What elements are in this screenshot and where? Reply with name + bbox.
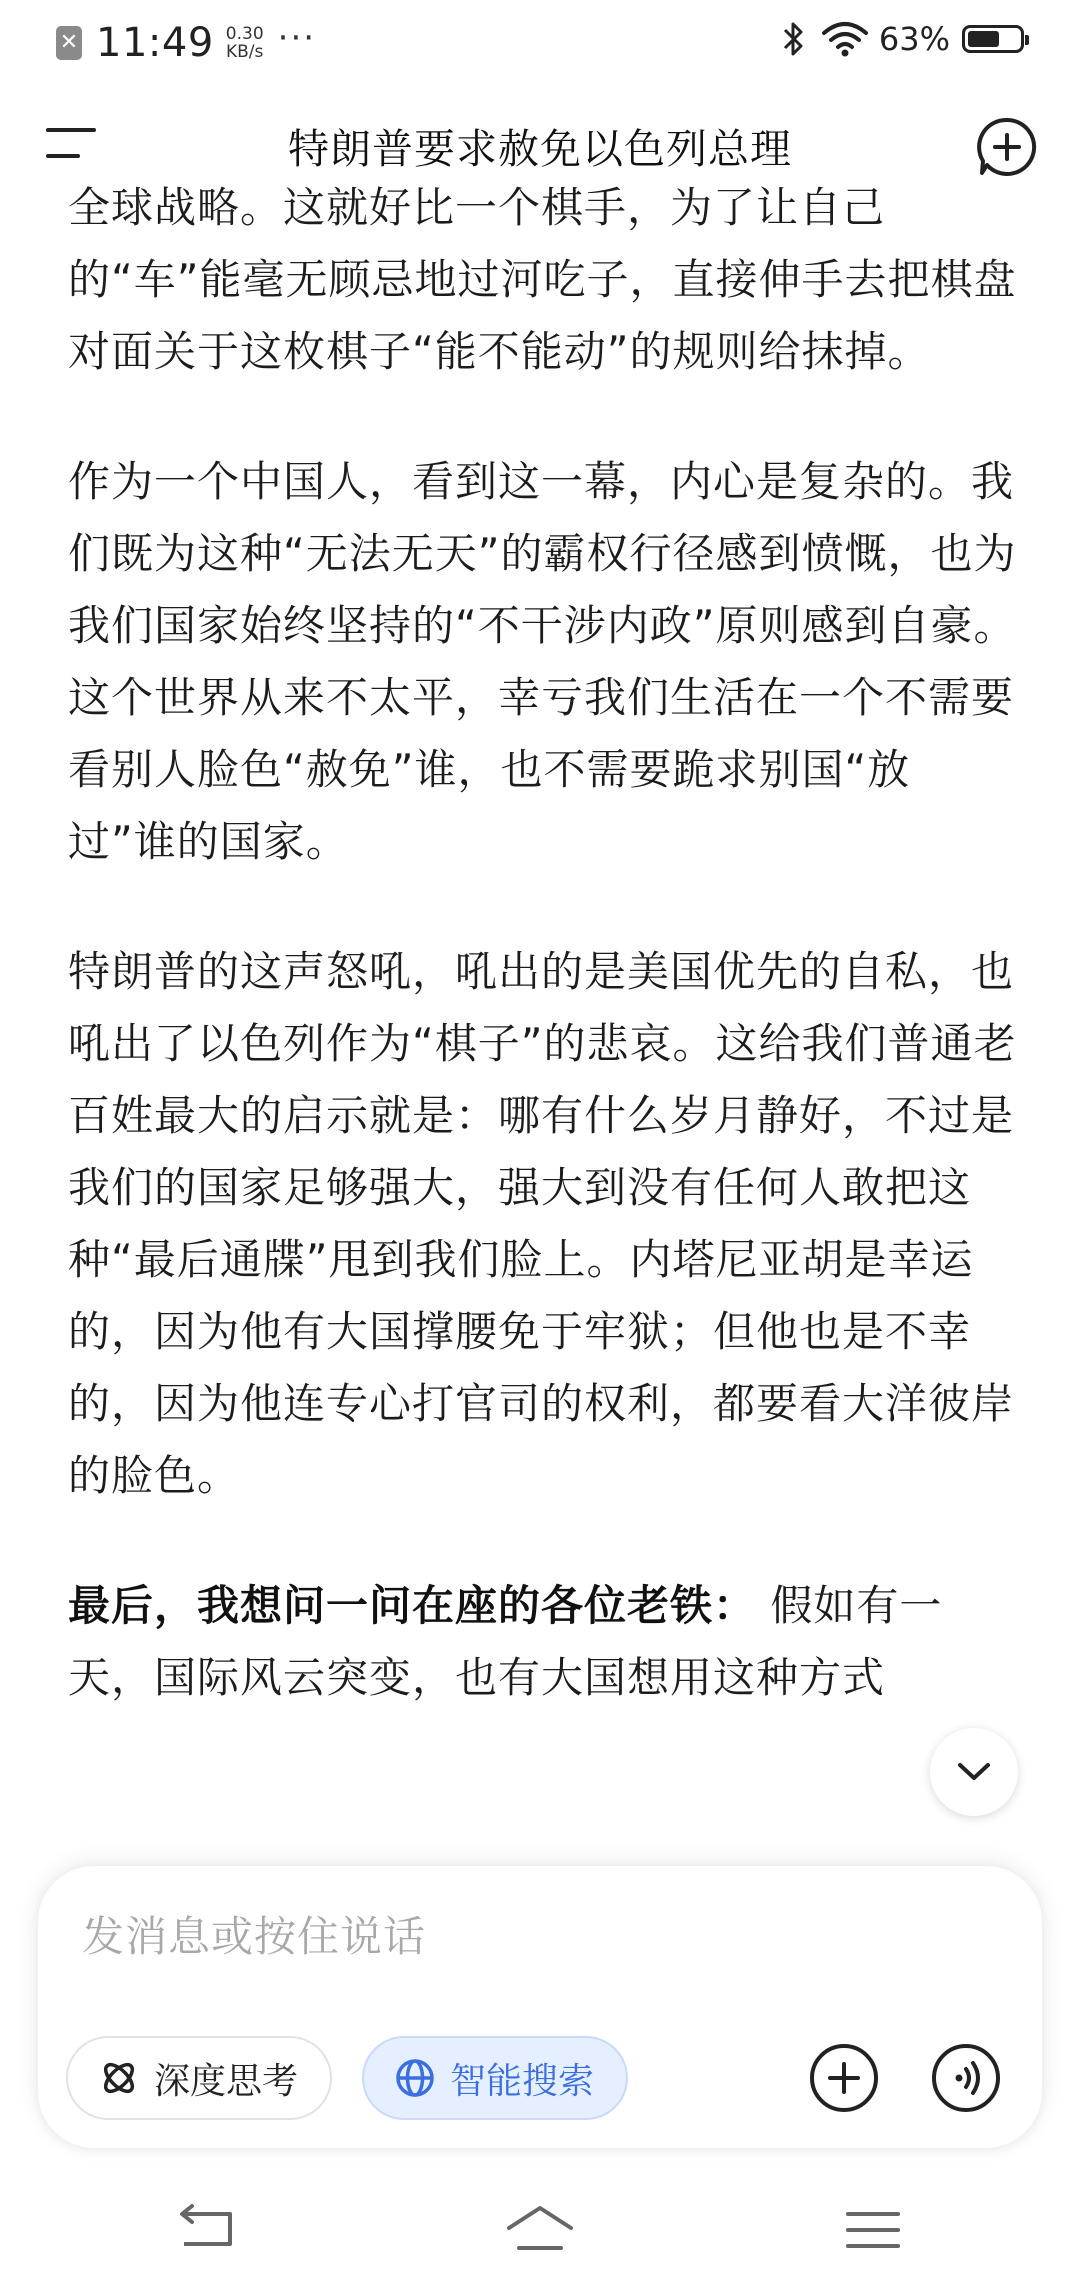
chevron-down-icon <box>954 1760 994 1784</box>
article-paragraph: 特朗普的这声怒吼，吼出的是美国优先的自私，也吼出了以色列作为“棋子”的悲哀。这给我们普通老百姓最大的启示就是：哪有什么岁月静好，不过是我们的国家足够强大，强大到没有任何人敢把这种“最后通牒”甩到我们脸上。内塔尼亚胡是幸运的，因为他有大国撑腰免于牢狱；但他也是不幸的，因为他连专心打官司的权利，都要看大洋彼岸的脸色。 <box>68 947 1017 1500</box>
notification-icon: ✕ <box>56 26 82 60</box>
bluetooth-icon <box>781 21 807 57</box>
article <box>68 186 1018 1772</box>
scroll-to-bottom-button[interactable] <box>930 1728 1018 1816</box>
network-speed-unit: KB/s <box>226 42 264 62</box>
globe-icon <box>394 2057 436 2099</box>
message-input[interactable]: 发消息或按住说话 <box>82 1912 427 1961</box>
battery-percent: 63% <box>878 20 950 58</box>
article-paragraph-last <box>68 1570 1018 1714</box>
status-right <box>781 20 1024 58</box>
article-text: 假如有一天，国际风云突变，也有大国想用这种方式 <box>68 1581 943 1702</box>
voice-call-button[interactable] <box>930 2042 1002 2114</box>
attach-button[interactable] <box>808 2042 880 2114</box>
home-icon[interactable] <box>505 2202 575 2258</box>
article-bold-lead: 最后，我想问一问在座的各位老铁： <box>68 1581 757 1630</box>
deep-think-label: 深度思考 <box>154 2060 299 2102</box>
back-icon[interactable] <box>174 2202 244 2258</box>
network-speed <box>226 25 264 61</box>
voice-wave-icon <box>930 2042 1002 2114</box>
plus-circle-icon <box>808 2042 880 2114</box>
deep-think-icon <box>98 2057 140 2099</box>
smart-search-button[interactable] <box>362 2036 628 2120</box>
article-content[interactable] <box>68 186 1018 1866</box>
new-chat-icon[interactable] <box>976 116 1038 178</box>
battery-icon <box>962 25 1024 53</box>
recent-apps-icon[interactable] <box>838 2202 908 2258</box>
top-bar <box>0 104 1080 184</box>
article-paragraph: 作为一个中国人，看到这一幕，内心是复杂的。我们既为这种“无法无天”的霸权行径感到愤慨，也为我们国家始终坚持的“不干涉内政”原则感到自豪。这个世界从来不太平，幸亏我们生活在一个不需要看别人脸色“赦免”谁，也不需要跪求别国“放过”谁的国家。 <box>68 457 1017 866</box>
battery-fill <box>968 31 999 47</box>
status-bar <box>0 0 1080 84</box>
article-paragraph: 全球战略。这就好比一个棋手，为了让自己的“车”能毫无顾忌地过河吃子，直接伸手去把棋盘对面关于这枚棋子“能不能动”的规则给抹掉。 <box>68 186 1017 376</box>
system-nav-bar <box>0 2180 1080 2280</box>
network-speed-value: 0.30 <box>225 24 264 44</box>
page-title: 特朗普要求赦免以色列总理 <box>288 125 792 173</box>
wifi-icon <box>821 21 869 57</box>
more-notifications-icon: ··· <box>277 18 317 58</box>
deep-think-button[interactable] <box>66 2036 332 2120</box>
smart-search-label: 智能搜索 <box>450 2060 595 2102</box>
message-composer <box>38 1866 1042 2148</box>
status-time: 11:49 <box>96 20 214 66</box>
status-left <box>56 20 316 66</box>
